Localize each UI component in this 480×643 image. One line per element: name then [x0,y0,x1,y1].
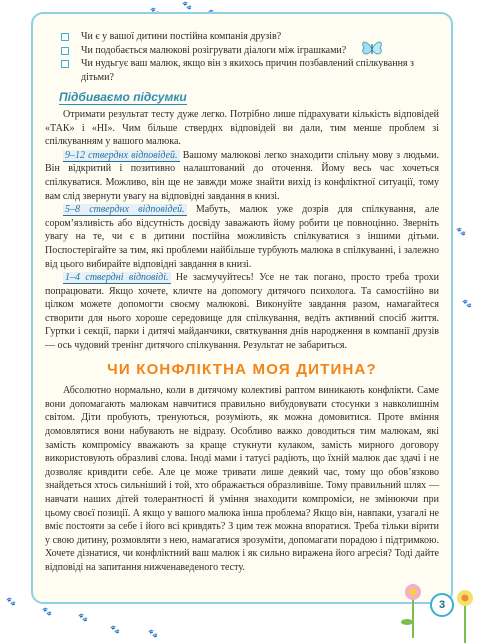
question-text: Чи нудьгує ваш малюк, якщо він з якихось причин позбавлений спілкування з дітьми? [81,58,414,83]
summary-heading: Підбиваємо підсумки [59,90,187,105]
result-range: 9–12 стверднх відповідей. [65,149,178,161]
paw-print-icon: 🐾 [110,625,120,634]
paw-print-icon: 🐾 [78,613,88,622]
checkbox[interactable] [61,33,69,41]
result-paragraph [45,149,439,203]
result-paragraph [45,203,439,271]
paw-print-icon: 🐾 [42,607,52,616]
result-text: Мабуть, малюк уже дозрів для спілкування, але сором’язливість або відсутність досвіду заважають йому робити це повноцінно. Зверніть увагу на те, чи є в дитини постійна можливість спілкуватися з іншими дітьми. Поспостерігайте за тим, які проблеми найбільше турбують малюка в спілкуванні, і залежно від цього вибирайте відповідні завдання в книзі. [45,204,440,270]
question-text: Чи подобається малюкові розігрувати діалоги між іграшками? [81,44,347,56]
result-paragraph [45,271,439,353]
page-content [45,30,439,575]
result-text: Вашому малюкові легко знаходити спільну мову з людьми. Він відкритий і позитивно налаштований до оточення. Йому весь час хочеться спілкуватися. Можливо, він ще не завжди може знайти вихід із конфліктної ситуації, тому вам слід звернути увагу на відповідні завдання в книзі. [45,149,439,202]
result-range: 1–4 стверднi відповіді. [65,272,169,284]
question-item [45,44,439,58]
section-heading: ЧИ КОНФЛІКТНА МОЯ ДИТИНА? [107,360,377,378]
summary-intro: Отримати результат тесту дуже легко. Потрібно лише підрахувати кількість відповідей «ТАК» і «НІ». Чим більше стверднх відповідей ви дали, тим менше проблем зі спілкуванням у вашого малюка. [45,108,439,148]
section-paragraph: Абсолютно нормально, коли в дитячому колективі раптом виникають конфлікти. Саме вони допомагають малюкам навчитися правильно вибудовувати стосунки з навколишнім світом. Діти пробують, тренуються, розуміють, як можна домовитися. Проте вміння домовлятися вони набувають не відразу. Особливо важко доводиться тим малюкам, які замість компромісу вважають за краще стукнути кулаком, замість мирного договору використовують образливі слова. Іноді мами і татусі радіють, що їхній малюк дає здачі і не дозволяє кривдити себе. Але це може тривати лише деякий час, тому що обов’язково знайдеться хтось сильніший і той, хто ображається образливіше. Тому правильний шлях — навчати наших дітей толерантності й уміння знаходити компроміси, не змінюючи при цьому своєї позиції. А якщо у вашого малюка інша проблема? Якщо він, навпаки, узагалі не вміє постояти за себе і його всі кривдять? З цим теж можна впоратися. Треба тільки вірити у свою дитину, розмовляти з нею, намагатися зрозуміти, допомагати порадою і підтримкою. Хочете дізнатися, чи конфліктний ваш малюк і як сильно виражена його агресія? Тоді дайте відповіді на запитання нижченаведеного тесту. [45,385,439,573]
checkbox[interactable] [61,60,69,68]
page-number: 3 [430,593,454,617]
paw-print-icon: 🐾 [6,597,16,606]
paw-print-icon: 🐾 [456,227,466,236]
flower-icon [398,578,428,638]
paw-print-icon: 🐾 [182,1,192,10]
paw-print-icon: 🐾 [462,299,472,308]
result-text: Не засмучуйтесь! Усе не так погано, просто треба трохи попрацювати. Якщо хочете, кличте на допомогу дитячого психолога. Та самостійно ви цілком можете допомогти своєму малюкові. Виконуйте завдання разом, намагайтеся створити для нього хороше середовище для спілкування, ведіть активний спосіб життя. Гуртки і секції, парки і дитячі майданчики, святкування днів народження в компанії друзів — ось чудовий тренінг дитячого спілкування. Результат не забариться. [45,272,439,352]
question-item [45,30,439,44]
paw-print-icon: 🐾 [148,629,158,638]
checkbox[interactable] [61,47,69,55]
result-range: 5–8 стверднх відповідей. [65,204,185,216]
question-item [45,57,439,84]
question-text: Чи є у вашої дитини постійна компанія друзів? [81,31,282,42]
flower-icon [452,585,478,643]
